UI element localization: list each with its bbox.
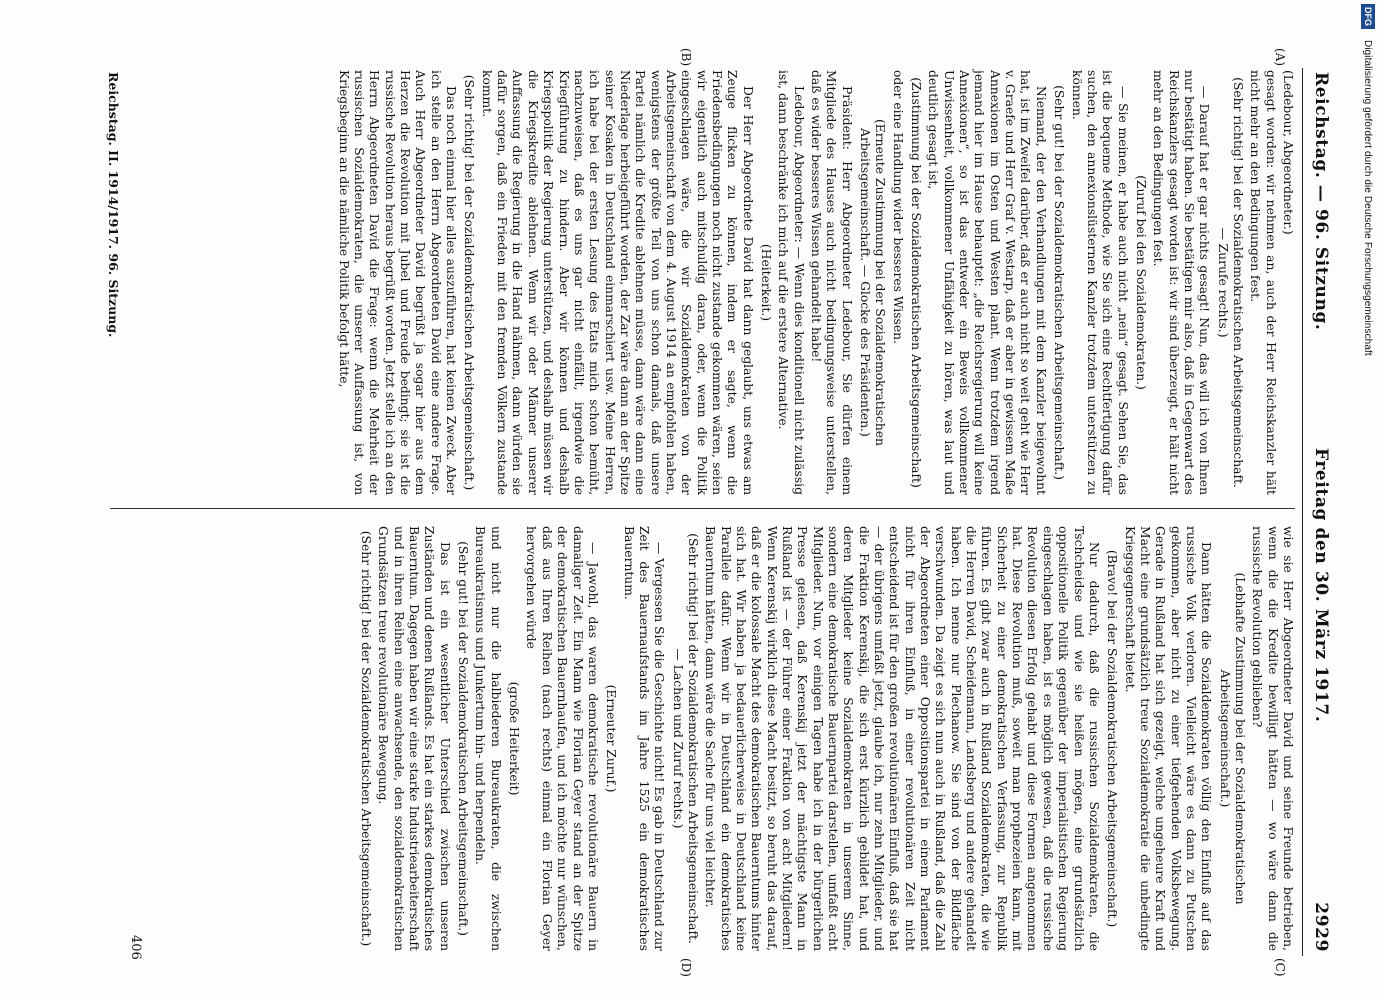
- body-paragraph: wie sie Herr Abgeordneter David und seine Freunde betrieben, wenn die die Kredite bewilligt hätten — wo wäre dann die russische Revolution geblieben?: [1250, 526, 1295, 951]
- digitization-credit: Digitalisierung gefördert durch die Deutsche Forschungsgemeinschaft: [1362, 40, 1373, 356]
- running-header-left: Reichstag. — 96. Sitzung.: [1311, 72, 1331, 331]
- margin-marker-b: (B): [679, 48, 693, 67]
- margin-marker-d: (D): [679, 958, 693, 977]
- interjection-paragraph: (Sehr richtig! bei der Sozialdemokratischen Arbeitsgemeinschaft. — Zurufe rechts.): [1215, 77, 1245, 488]
- body-paragraph: gesagt worden: wir nehmen an, auch der Herr Reichskanzler hält nicht mehr an den Bedingungen fest.: [1248, 70, 1278, 495]
- body-paragraph: und nicht nur die halbiederen Bureaukraten, die zwischen Bureaukratismus und Junkertum hin- und herpendeln.: [473, 526, 503, 951]
- header-rule: [1302, 68, 1303, 956]
- interjection-paragraph: (Heiterkeit.): [759, 243, 773, 322]
- body-paragraph: (Ledebour, Abgeordneter.): [1281, 70, 1295, 235]
- interjection-paragraph: (große Heiterkeit): [507, 681, 522, 796]
- footer-source: Reichstag. II. 1914/1917. 96. Sitzung.: [106, 72, 121, 338]
- interjection-paragraph: (Lebhafte Zustimmung bei der Sozialdemokratischen Arbeitsgemeinschaft.): [1217, 572, 1247, 905]
- interjection-paragraph: (Sehr richtig! bei der Sozialdemokratischen Arbeitsgemeinschaft.): [462, 74, 477, 491]
- interjection-paragraph: (Sehr gut! bei der Sozialdemokratischen Arbeitsgemeinschaft.): [1052, 85, 1067, 480]
- body-paragraph: Präsident: Herr Abgeordneter Ledebour, Sie dürfen einem Mitgliede des Hauses auch nicht bedingungsweise unterstellen, daß es wider besseres Wissen gehandelt habe!: [809, 70, 854, 495]
- interjection-paragraph: (Zuruf bei den Sozialdemokraten.): [1133, 175, 1148, 390]
- body-paragraph: Nur dadurch, daß die russischen Sozialdemokraten, die Tschcheidse und wie sie heißen mögen, eine grundsätzlich oppositionelle Politik gegenüber der imperialistischen Regierung eingeschlagen haben, ist es möglich gewesen, daß die russische Revolution diesen Erfolg gehabt und diese Formen angenommen hat. Diese Revolution muß, soweit man prophezeien kann, mit Sicherheit zu einer demokratischen Verfassung, zur Republik führen. Es gibt zwar auch in Rußland Sozialdemokraten, die wie die Herren David, Scheidemann, Landsberg und andere gehandelt haben. Ich nenne nur Plechanow. Sie sind von der Bildfläche verschwunden. Da zeigt es sich nun auch in Rußland, daß die Zahl der Abgeordneten einer Oppositionspartei in einem Parlament nicht für ihren Einfluß, in einer revolutionären Zeit nicht entscheidend ist für den großen revolutionären Einfluß, daß sie hat — der übrigens umfaßt jetzt, glaube ich, nur zehn Mitglieder, und die Fraktion Kerenskij, die sich erst kürzlich gebildet hat, und deren Mitglieder keine Sozialdemokraten in unserem Sinne, sondern eine demokratische Bauernpartei darstellen, umfaßt acht Mitglieder. Nun, vor einigen Tagen habe ich in der bürgerlichen Presse gelesen, daß Kerenskij jetzt der mächtigste Mann in Rußland ist — der Führer einer Fraktion von acht Mitgliedern! Wenn Kerenskij wirklich diese Macht besitzt, so beruht das darauf, daß er die kolossale Macht des demokratischen Bauerntums hinter sich hat. Wir haben ja bedauerlicherweise in Deutschland keine Parallele dafür. Wenn wir in Deutschland ein demokratisches Bauerntum hätten, dann wäre die Sache für uns viel leichter.: [703, 526, 1101, 951]
- column-divider: [110, 508, 1295, 509]
- interjection-paragraph: (Sehr gut! bei der Sozialdemokratischen Arbeitsgemeinschaft.): [456, 541, 471, 936]
- interjection-paragraph: (Sehr richtig! bei der Sozialdemokratischen Arbeitsgemeinschaft. — Lachen und Zuruf rechts.): [670, 533, 700, 944]
- dfg-logo: DFG: [1361, 4, 1375, 29]
- interjection-paragraph: (Sehr richtig! bei der Sozialdemokratischen Arbeitsgemeinschaft.): [359, 530, 374, 947]
- margin-marker-a: (A): [1273, 48, 1287, 67]
- interjection-paragraph: (Bravo! bei der Sozialdemokratischen Arbeitsgemeinschaft.): [1105, 549, 1120, 928]
- body-paragraph: Niemand, der den Verhandlungen mit dem Kanzler beigewohnt hat, ist im Zweifel darüber, daß er auch nicht so weit geht wie Herr v. Graefe und Herr Graf v. Westarp, daß er aber in gewissem Maße Annexionen im Osten und Westen plant. Wenn trotzdem irgend jemand hier im Hause behauptet: „die Reichsregierung will keine Annexionen“, so ist das entweder ein Beweis vollkommener Unwissenheit, vollkommener Unfähigkeit zu hören, was laut und deutlich gesagt ist,: [926, 70, 1048, 495]
- text-column-left: [110, 70, 1295, 495]
- body-paragraph: Das noch einmal hier alles auszuführen, hat keinen Zweck. Aber ich stelle an den Herrn Abgeordneten David eine andere Frage. Auch Herr Abgeordneter David begrüßt ja sogar hier aus dem Herzen die Revolution mit Jubel und Freude bedingt; sie ist die russische Revolution heraus begrüßt worden. Jetzt stelle ich an den Herrn Abgeordneten David die Frage: wenn die Mehrheit der russischen Sozialdemokraten, die unserer Auffassung ist, von Kriegsbeginn an die nämliche Politik befolgt hätte,: [336, 70, 459, 495]
- footer-page-number: 406: [128, 935, 143, 960]
- body-paragraph: — Sie meinen, er habe auch nicht „nein“ gesagt. Sehen Sie, das ist die bequeme Methode, wie Sie sich eine Rechtfertigung dafür suchen, den annexionslüsternen Kanzler trotzdem unterstützen zu können.: [1069, 70, 1130, 495]
- interjection-paragraph: (Erneuter Zuruf.): [604, 684, 619, 793]
- body-paragraph: Ledebour, Abgeordneter: — Wenn dies konditionell nicht zulässig ist, dann beschränke ich mich auf die erstere Alternative.: [776, 70, 806, 495]
- interjection-paragraph: (Erneute Zustimmung bei der Sozialdemokratischen Arbeitsgemeinschaft. — Glocke des Präsidenten.): [858, 119, 888, 446]
- page-number-header: 2929: [1311, 902, 1331, 952]
- text-column-right: [165, 526, 1295, 951]
- body-paragraph: oder eine Handlung wider besseres Wissen.: [890, 70, 905, 344]
- body-paragraph: Dann hätten die Sozialdemokraten völlig den Einfluß auf das russische Volk verloren. Vielleicht wäre es dann zu Putschen gekommen, aber nicht zu einer tiefgehenden Volksbewegung. Gerade in Rußland hat sich gezeigt, welche ungeheure Kraft und Macht eine grundsätzlich treue Sozialdemokratie die unbedingte Kriegsgegnerschaft bietet.: [1122, 526, 1214, 951]
- running-header-date: Freitag den 30. März 1917.: [1311, 448, 1331, 723]
- body-paragraph: Der Herr Abgeordnete David hat dann geglaubt, uns etwas am Zeuge flicken zu können, indem er sagte, wenn die Friedensbedingungen noch nicht zustande gekommen wären, seien wir eigentlich auch mitschuldig daran, oder, wenn die Politik eingeschlagen wäre, die wir Sozialdemokraten von der Arbeitsgemeinschaft von dem 4. August 1914 an empfohlen haben, wenigstens der größte Teil von uns schon damals, daß unsere Partei nämlich die Kredite ablehnen müsse, dann wäre dann eine Niederlage herbeigeführt worden, der Zar wäre dann an der Spitze seiner Kosaken in Deutschland einmarschiert usw. Meine Herren, ich habe bei der ersten Lesung des Etats mich schon bemüht, nachzuweisen, daß es uns gar nicht einfällt, irgendwie die Kriegführung zu hindern. Aber wir können und deshalb Kriegspolitik der Regierung unterstützen, und deshalb müssen wir die Kriegskredite ablehnen. Wenn wir oder Männer unserer Auffassung die Regierung in die Hand nähmen, dann würden sie dafür sorgen, daß ein Frieden mit den fremden Völkern zustande kommt.: [479, 70, 755, 495]
- body-paragraph: — Vergessen Sie die Geschichte nicht! Es gab in Deutschland zur Zeit des Bauernaufstands im Jahre 1525 ein demokratisches Bauerntum.: [621, 526, 667, 951]
- body-paragraph: Das ist ein wesentlicher Unterschied zwischen unseren Zuständen und denen Rußlands. Es hat ein starkes demokratisches Bauerntum. Dagegen haben wir eine starke Industriearbeiterschaft und in ihren Reihen eine anwachsende, den sozialdemokratischen Grundsätzen treue revolutionäre Bewegung.: [376, 526, 452, 951]
- body-paragraph: — Darauf hat er gar nichts gesagt! Nun, das will ich von Ihnen nur bestätigt haben. Sie bestätigen mir also, daß in Gegenwart des Reichskanzlers gesagt worden ist: wir sind überzeugt, er hält nicht mehr an den Bedingungen fest.: [1151, 70, 1212, 495]
- body-paragraph: — Jawohl, das waren demokratische revolutionäre Bauern in damaliger Zeit. Ein Mann wie Florian Geyer stand an der Spitze der demokratischen Bauernhaufen, und ich möchte nur wünschen, daß aus Ihren Reihen (nach rechts) einmal ein Florian Geyer hervorgehen würde: [524, 526, 600, 951]
- margin-marker-c: (C): [1273, 958, 1287, 977]
- interjection-paragraph: (Zustimmung bei der Sozialdemokratischen Arbeitsgemeinschaft): [909, 77, 924, 488]
